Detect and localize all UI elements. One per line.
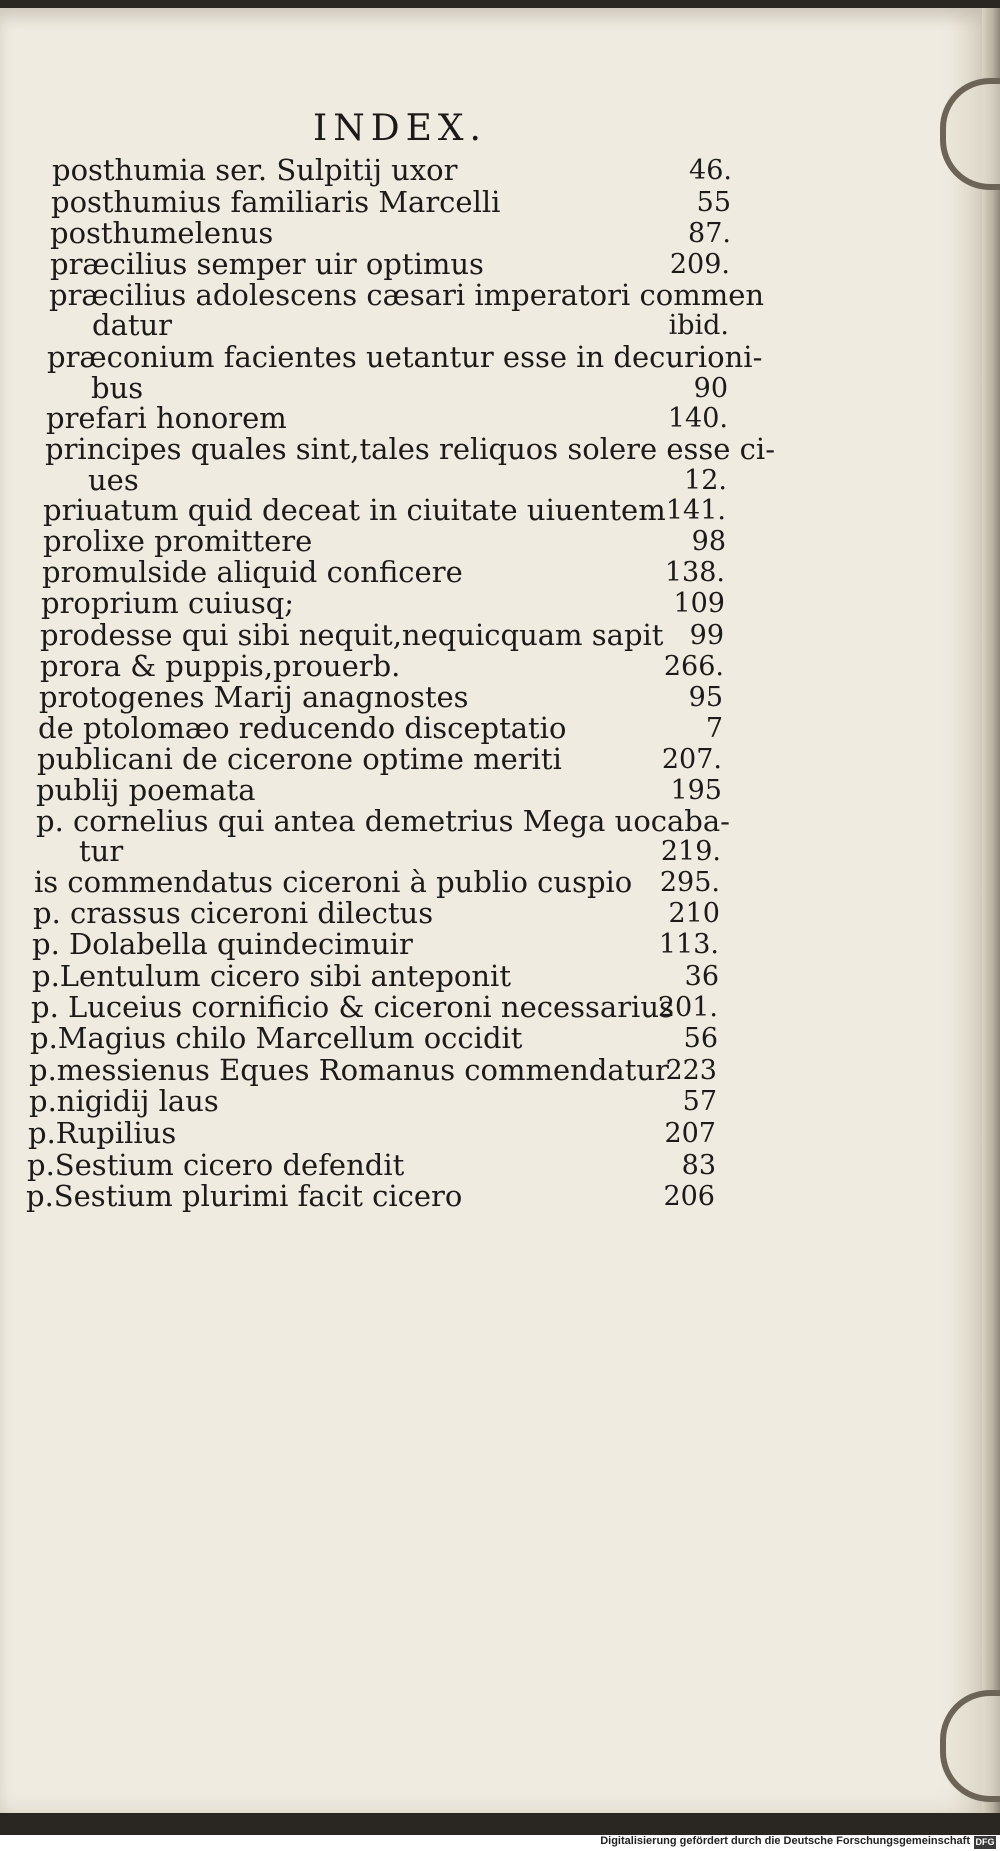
book-page	[0, 8, 982, 1813]
index-entry-text: bus	[91, 371, 144, 405]
dfg-logo: DFG	[975, 1837, 995, 1847]
page-edge	[982, 8, 1000, 1813]
index-entry-page: 95	[688, 682, 723, 713]
index-entry-text: publicani de cicerone optime meriti	[37, 742, 562, 776]
index-entry-page: 138.	[664, 557, 725, 588]
index-entry-page: 98	[691, 526, 726, 557]
index-entry-page: ibid.	[668, 310, 729, 341]
index-entry-page: 36	[684, 961, 719, 992]
index-entry-page: 219.	[660, 836, 721, 867]
index-heading: INDEX.	[313, 108, 487, 149]
index-entry-page: 207	[664, 1118, 716, 1149]
index-entry-page: 209.	[669, 249, 730, 280]
index-entry-page: 201.	[657, 992, 718, 1023]
index-entry-page: 83	[681, 1150, 716, 1181]
index-entry-page: 87.	[688, 218, 731, 249]
index-entry-page: 46.	[689, 155, 732, 186]
index-entry-text: datur	[92, 308, 173, 342]
index-entry-text: publij poemata	[36, 773, 256, 807]
index-entry-text: ues	[88, 463, 139, 497]
index-entry-page: 99	[689, 620, 724, 651]
index-entry-text: is commendatus ciceroni à publio cuspio	[34, 865, 633, 899]
index-entry-text: de ptolomæo reducendo disceptatio	[38, 711, 567, 745]
index-entry-text: posthumia ser. Sulpitij uxor	[52, 153, 458, 187]
index-entry-page: 210	[668, 898, 720, 929]
index-entry-page: 141.	[665, 495, 726, 526]
index-entry-text: tur	[79, 834, 124, 868]
index-entry-page: 207.	[661, 744, 722, 775]
index-entry-text: p.Lentulum cicero sibi anteponit	[32, 959, 511, 993]
index-entry-text: p. crassus ciceroni dilectus	[33, 896, 434, 930]
index-entry-text: p. Luceius cornificio & ciceroni necessarius	[31, 990, 674, 1024]
index-entry-page: 195	[670, 775, 722, 806]
index-entry-page: 113.	[658, 929, 719, 960]
index-entry-page: 57	[682, 1086, 717, 1117]
index-entry-page: 56	[683, 1023, 718, 1054]
index-entry-text: principes quales sint,tales reliquos solere esse ci-	[45, 432, 775, 466]
index-entry-page: 140.	[667, 403, 728, 434]
index-entry-page: 90	[693, 373, 728, 404]
index-entry-text: protogenes Marij anagnostes	[39, 680, 469, 714]
index-entry-text: p.Sestium plurimi facit cicero	[26, 1179, 463, 1213]
index-entry-text: posthumelenus	[50, 216, 274, 250]
index-entry-text: promulside aliquid conficere	[42, 555, 463, 589]
index-entry-text: priuatum quid deceat in ciuitate uiuentem	[43, 493, 666, 527]
index-entry-page: 223	[665, 1055, 717, 1086]
index-entry-page: 266.	[663, 651, 724, 682]
index-entry-text: præcilius semper uir optimus	[50, 247, 484, 281]
index-entry-page: 109	[673, 588, 725, 619]
index-entry-page: 206	[663, 1181, 715, 1212]
index-entry-text: p.Magius chilo Marcellum occidit	[30, 1021, 523, 1055]
index-entry-text: p.Rupilius	[28, 1116, 177, 1150]
index-entry-text: p. cornelius qui antea demetrius Mega uocaba-	[36, 804, 730, 838]
index-entry-page: 7	[705, 713, 723, 744]
index-entry-text: p.nigidij laus	[29, 1084, 219, 1118]
index-entry-text: p.messienus Eques Romanus commendatur	[29, 1053, 669, 1087]
index-entry-text: prefari honorem	[46, 401, 287, 435]
index-entry-page: 295.	[659, 867, 720, 898]
index-entry-text: præcilius adolescens cæsari imperatori commen	[49, 278, 765, 312]
footer-credit: Digitalisierung gefördert durch die Deutsche Forschungsgemeinschaft	[600, 1835, 970, 1847]
index-entry-text: posthumius familiaris Marcelli	[51, 185, 501, 219]
index-entry-page: 12.	[684, 465, 727, 496]
index-entry-text: prolixe promittere	[43, 524, 313, 558]
index-entry-text: præconium facientes uetantur esse in decurioni-	[47, 340, 763, 374]
index-entry-text: p.Sestium cicero defendit	[27, 1148, 405, 1182]
index-entry-text: proprium cuiusq;	[41, 586, 295, 620]
index-entry-text: prora & puppis,prouerb.	[40, 649, 401, 683]
footer-bar	[0, 1835, 1000, 1851]
index-entry-text: p. Dolabella quindecimuir	[32, 927, 413, 961]
index-entry-text: prodesse qui sibi nequit,nequicquam sapit	[40, 618, 664, 652]
index-entry-page: 55	[696, 187, 731, 218]
